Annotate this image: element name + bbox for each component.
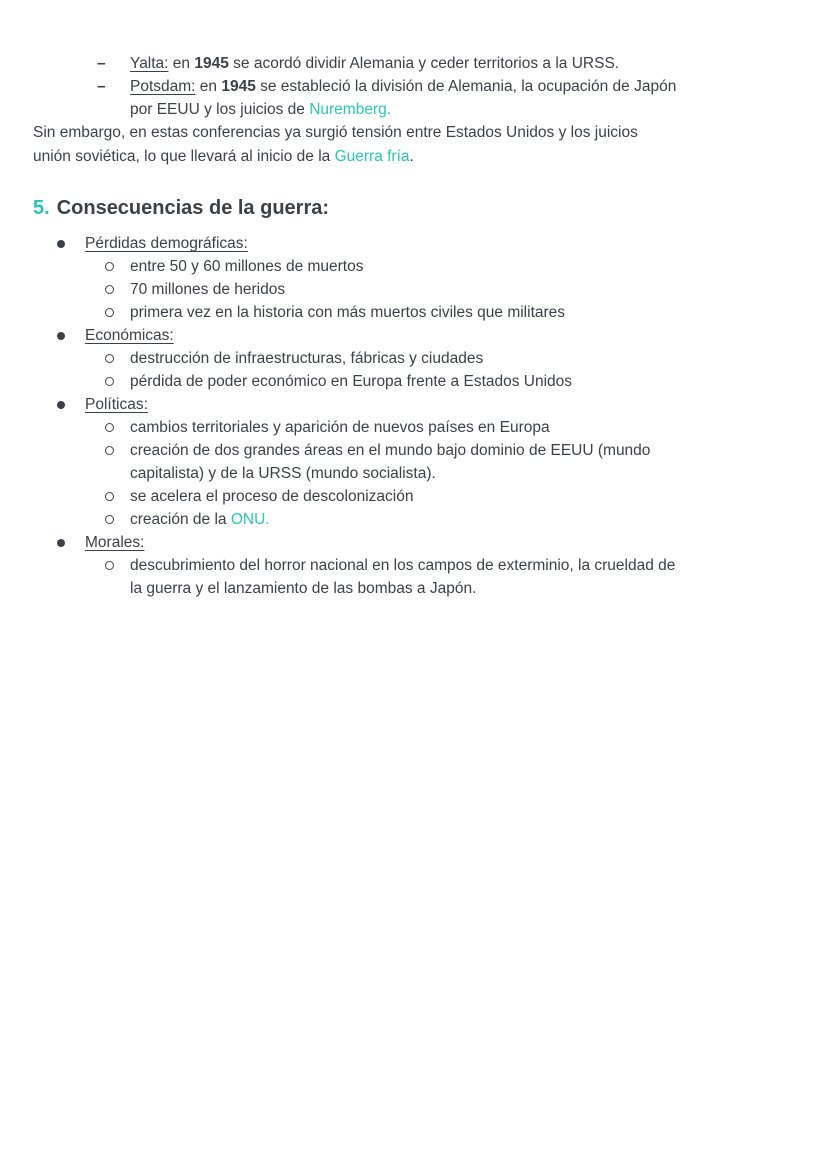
hollow-bullet-icon <box>105 301 130 317</box>
hollow-bullet-icon <box>105 278 130 294</box>
category-label <box>85 324 790 347</box>
consequence-item <box>33 485 790 508</box>
filled-bullet-icon <box>57 332 65 340</box>
text-segment: 1945 <box>221 78 256 95</box>
consequence-item <box>33 370 790 393</box>
text-segment: entre 50 y 60 millones de muertos <box>130 258 364 275</box>
consequence-category <box>33 324 790 347</box>
text-segment: ONU. <box>230 511 270 528</box>
consequence-item-text <box>130 255 790 278</box>
consequence-item-text <box>130 278 790 301</box>
consequence-item <box>33 439 790 485</box>
consequence-item-text <box>130 439 790 485</box>
hollow-bullet-icon <box>105 354 114 363</box>
text-segment: capitalista) y de la URSS (mundo socialista). <box>130 465 436 482</box>
hollow-bullet-icon <box>105 423 114 432</box>
consequence-item <box>33 554 790 600</box>
text-segment: Nuremberg. <box>309 101 392 118</box>
filled-bullet-icon <box>57 531 85 547</box>
list-item <box>33 52 790 75</box>
category-label <box>85 232 790 255</box>
hollow-bullet-icon <box>105 485 130 501</box>
text-segment: se estableció la división de Alemania, la ocupación de Japón <box>255 78 677 95</box>
filled-bullet-icon <box>57 539 65 547</box>
filled-bullet-icon <box>57 324 85 340</box>
list-item <box>33 75 790 121</box>
filled-bullet-icon <box>57 240 65 248</box>
consequence-item <box>33 255 790 278</box>
consequence-item-text <box>130 370 790 393</box>
hollow-bullet-icon <box>105 515 114 524</box>
hollow-bullet-icon <box>105 439 130 455</box>
consequence-item <box>33 347 790 370</box>
text-segment: por EEUU y los juicios de <box>130 101 310 118</box>
hollow-bullet-icon <box>105 561 114 570</box>
hollow-bullet-icon <box>105 308 114 317</box>
hollow-bullet-icon <box>105 255 130 271</box>
text-segment: Sin embargo, en estas conferencias ya surgió tensión entre Estados Unidos y los juicios <box>33 124 638 141</box>
text-segment: en <box>195 78 222 95</box>
hollow-bullet-icon <box>105 285 114 294</box>
section-heading <box>33 195 790 221</box>
text-segment: la guerra y el lanzamiento de las bombas a Japón. <box>130 580 477 597</box>
section-number: 5. <box>33 197 50 219</box>
list-item-text <box>130 52 790 75</box>
category-label <box>85 531 790 554</box>
consequence-category <box>33 531 790 554</box>
consequence-item-text <box>130 416 790 439</box>
text-segment: unión soviética, lo que llevará al inicio de la <box>33 147 335 165</box>
text-segment: Potsdam: <box>130 78 196 95</box>
text-segment: Yalta: <box>130 55 169 72</box>
dash-bullet-icon: – <box>97 55 106 72</box>
hollow-bullet-icon <box>105 554 130 570</box>
consequence-category <box>33 232 790 255</box>
text-segment: . <box>409 147 414 165</box>
consequence-item <box>33 278 790 301</box>
list-item-text <box>130 75 790 121</box>
hollow-bullet-icon <box>105 508 130 524</box>
text-segment: cambios territoriales y aparición de nuevos países en Europa <box>130 419 550 436</box>
consequences-list <box>33 232 790 600</box>
consequence-item <box>33 508 790 531</box>
hollow-bullet-icon <box>105 492 114 501</box>
filled-bullet-icon <box>57 401 65 409</box>
category-label-text: Económicas: <box>85 327 174 344</box>
hollow-bullet-icon <box>105 446 114 455</box>
text-segment: pérdida de poder económico en Europa frente a Estados Unidos <box>130 373 573 390</box>
text-segment: creación de la <box>130 511 231 528</box>
text-segment: 70 millones de heridos <box>130 281 286 298</box>
text-segment: en <box>168 55 195 72</box>
text-segment: creación de dos grandes áreas en el mundo bajo dominio de EEUU (mundo <box>130 442 651 459</box>
consequence-item <box>33 416 790 439</box>
consequence-item-text <box>130 485 790 508</box>
consequence-item-text <box>130 508 790 531</box>
text-segment: Guerra fría <box>334 147 410 165</box>
filled-bullet-icon <box>57 232 85 248</box>
category-label-text: Pérdidas demográficas: <box>85 235 248 252</box>
consequence-category <box>33 393 790 416</box>
consequence-item <box>33 301 790 324</box>
category-label-text: Políticas: <box>85 396 148 413</box>
hollow-bullet-icon <box>105 370 130 386</box>
consequence-item-text <box>130 301 790 324</box>
conference-list <box>33 52 790 121</box>
intro-paragraph <box>33 121 790 168</box>
text-segment: primera vez en la historia con más muertos civiles que militares <box>130 304 566 321</box>
filled-bullet-icon <box>57 393 85 409</box>
consequence-item-text <box>130 554 790 600</box>
section-title: Consecuencias de la guerra: <box>56 197 330 219</box>
hollow-bullet-icon <box>105 377 114 386</box>
hollow-bullet-icon <box>105 347 130 363</box>
category-label <box>85 393 790 416</box>
text-segment: se acordó dividir Alemania y ceder territorios a la URSS. <box>228 55 620 72</box>
text-segment: destrucción de infraestructuras, fábricas y ciudades <box>130 350 484 367</box>
text-segment: se acelera el proceso de descolonización <box>130 488 414 505</box>
text-segment: 1945 <box>194 55 229 72</box>
hollow-bullet-icon <box>105 262 114 271</box>
consequence-item-text <box>130 347 790 370</box>
dash-bullet-icon: – <box>97 78 106 95</box>
text-segment: descubrimiento del horror nacional en los campos de exterminio, la crueldad de <box>130 557 676 574</box>
category-label-text: Morales: <box>85 534 145 551</box>
hollow-bullet-icon <box>105 416 130 432</box>
